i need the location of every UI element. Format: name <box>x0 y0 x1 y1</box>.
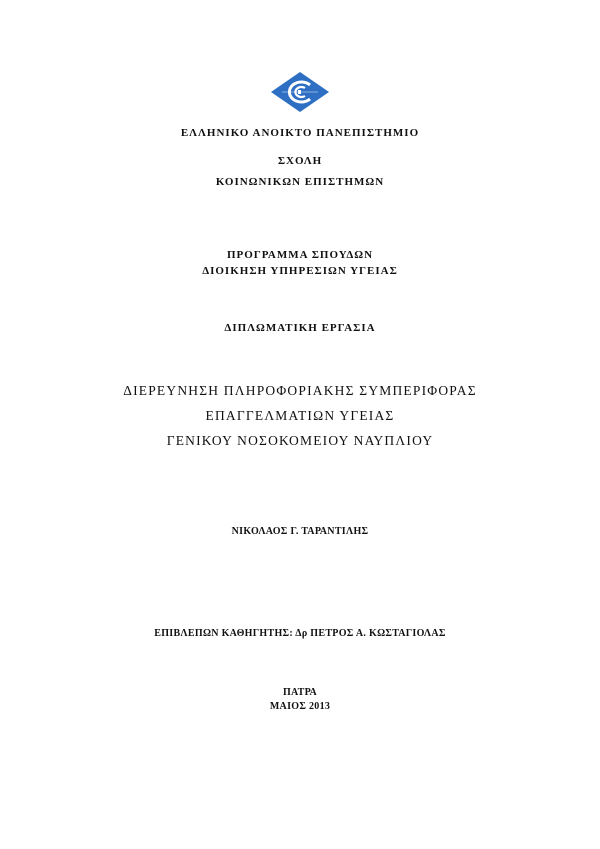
university-name: ΕΛΛΗΝΙΚΟ ΑΝΟΙΚΤΟ ΠΑΝΕΠΙΣΤΗΜΙΟ <box>180 127 420 139</box>
school-name: ΚΟΙΝΩΝΙΚΩΝ ΕΠΙΣΤΗΜΩΝ <box>215 176 385 188</box>
university-logo-icon <box>270 71 330 113</box>
school-label: ΣΧΟΛΗ <box>277 155 323 167</box>
city: ΠΑΤΡΑ <box>282 687 318 698</box>
thesis-type: ΔΙΠΛΩΜΑΤΙΚΗ ΕΡΓΑΣΙΑ <box>224 322 376 334</box>
thesis-title-line: ΕΠΑΓΓΕΛΜΑΤΙΩΝ ΥΓΕΙΑΣ <box>205 408 395 423</box>
supervisor-line: ΕΠΙΒΛΕΠΩΝ ΚΑΘΗΓΗΤΗΣ: Δρ ΠΕΤΡΟΣ Α. ΚΩΣΤΑΓΙΟΛΑΣ <box>154 628 446 639</box>
date: ΜΑΙΟΣ 2013 <box>269 701 331 712</box>
program-name: ΔΙΟΙΚΗΣΗ ΥΠΗΡΕΣΙΩΝ ΥΓΕΙΑΣ <box>202 265 398 277</box>
thesis-title-line: ΔΙΕΡΕΥΝΗΣΗ ΠΛΗΡΟΦΟΡΙΑΚΗΣ ΣΥΜΠΕΡΙΦΟΡΑΣ <box>123 383 477 398</box>
thesis-title-line: ΓΕΝΙΚΟΥ ΝΟΣΟΚΟΜΕΙΟΥ ΝΑΥΠΛΙΟΥ <box>166 433 434 448</box>
program-label: ΠΡΟΓΡΑΜΜΑ ΣΠΟΥΔΩΝ <box>226 249 374 261</box>
author-name: ΝΙΚΟΛΑΟΣ Γ. ΤΑΡΑΝΤΙΛΗΣ <box>231 526 369 537</box>
